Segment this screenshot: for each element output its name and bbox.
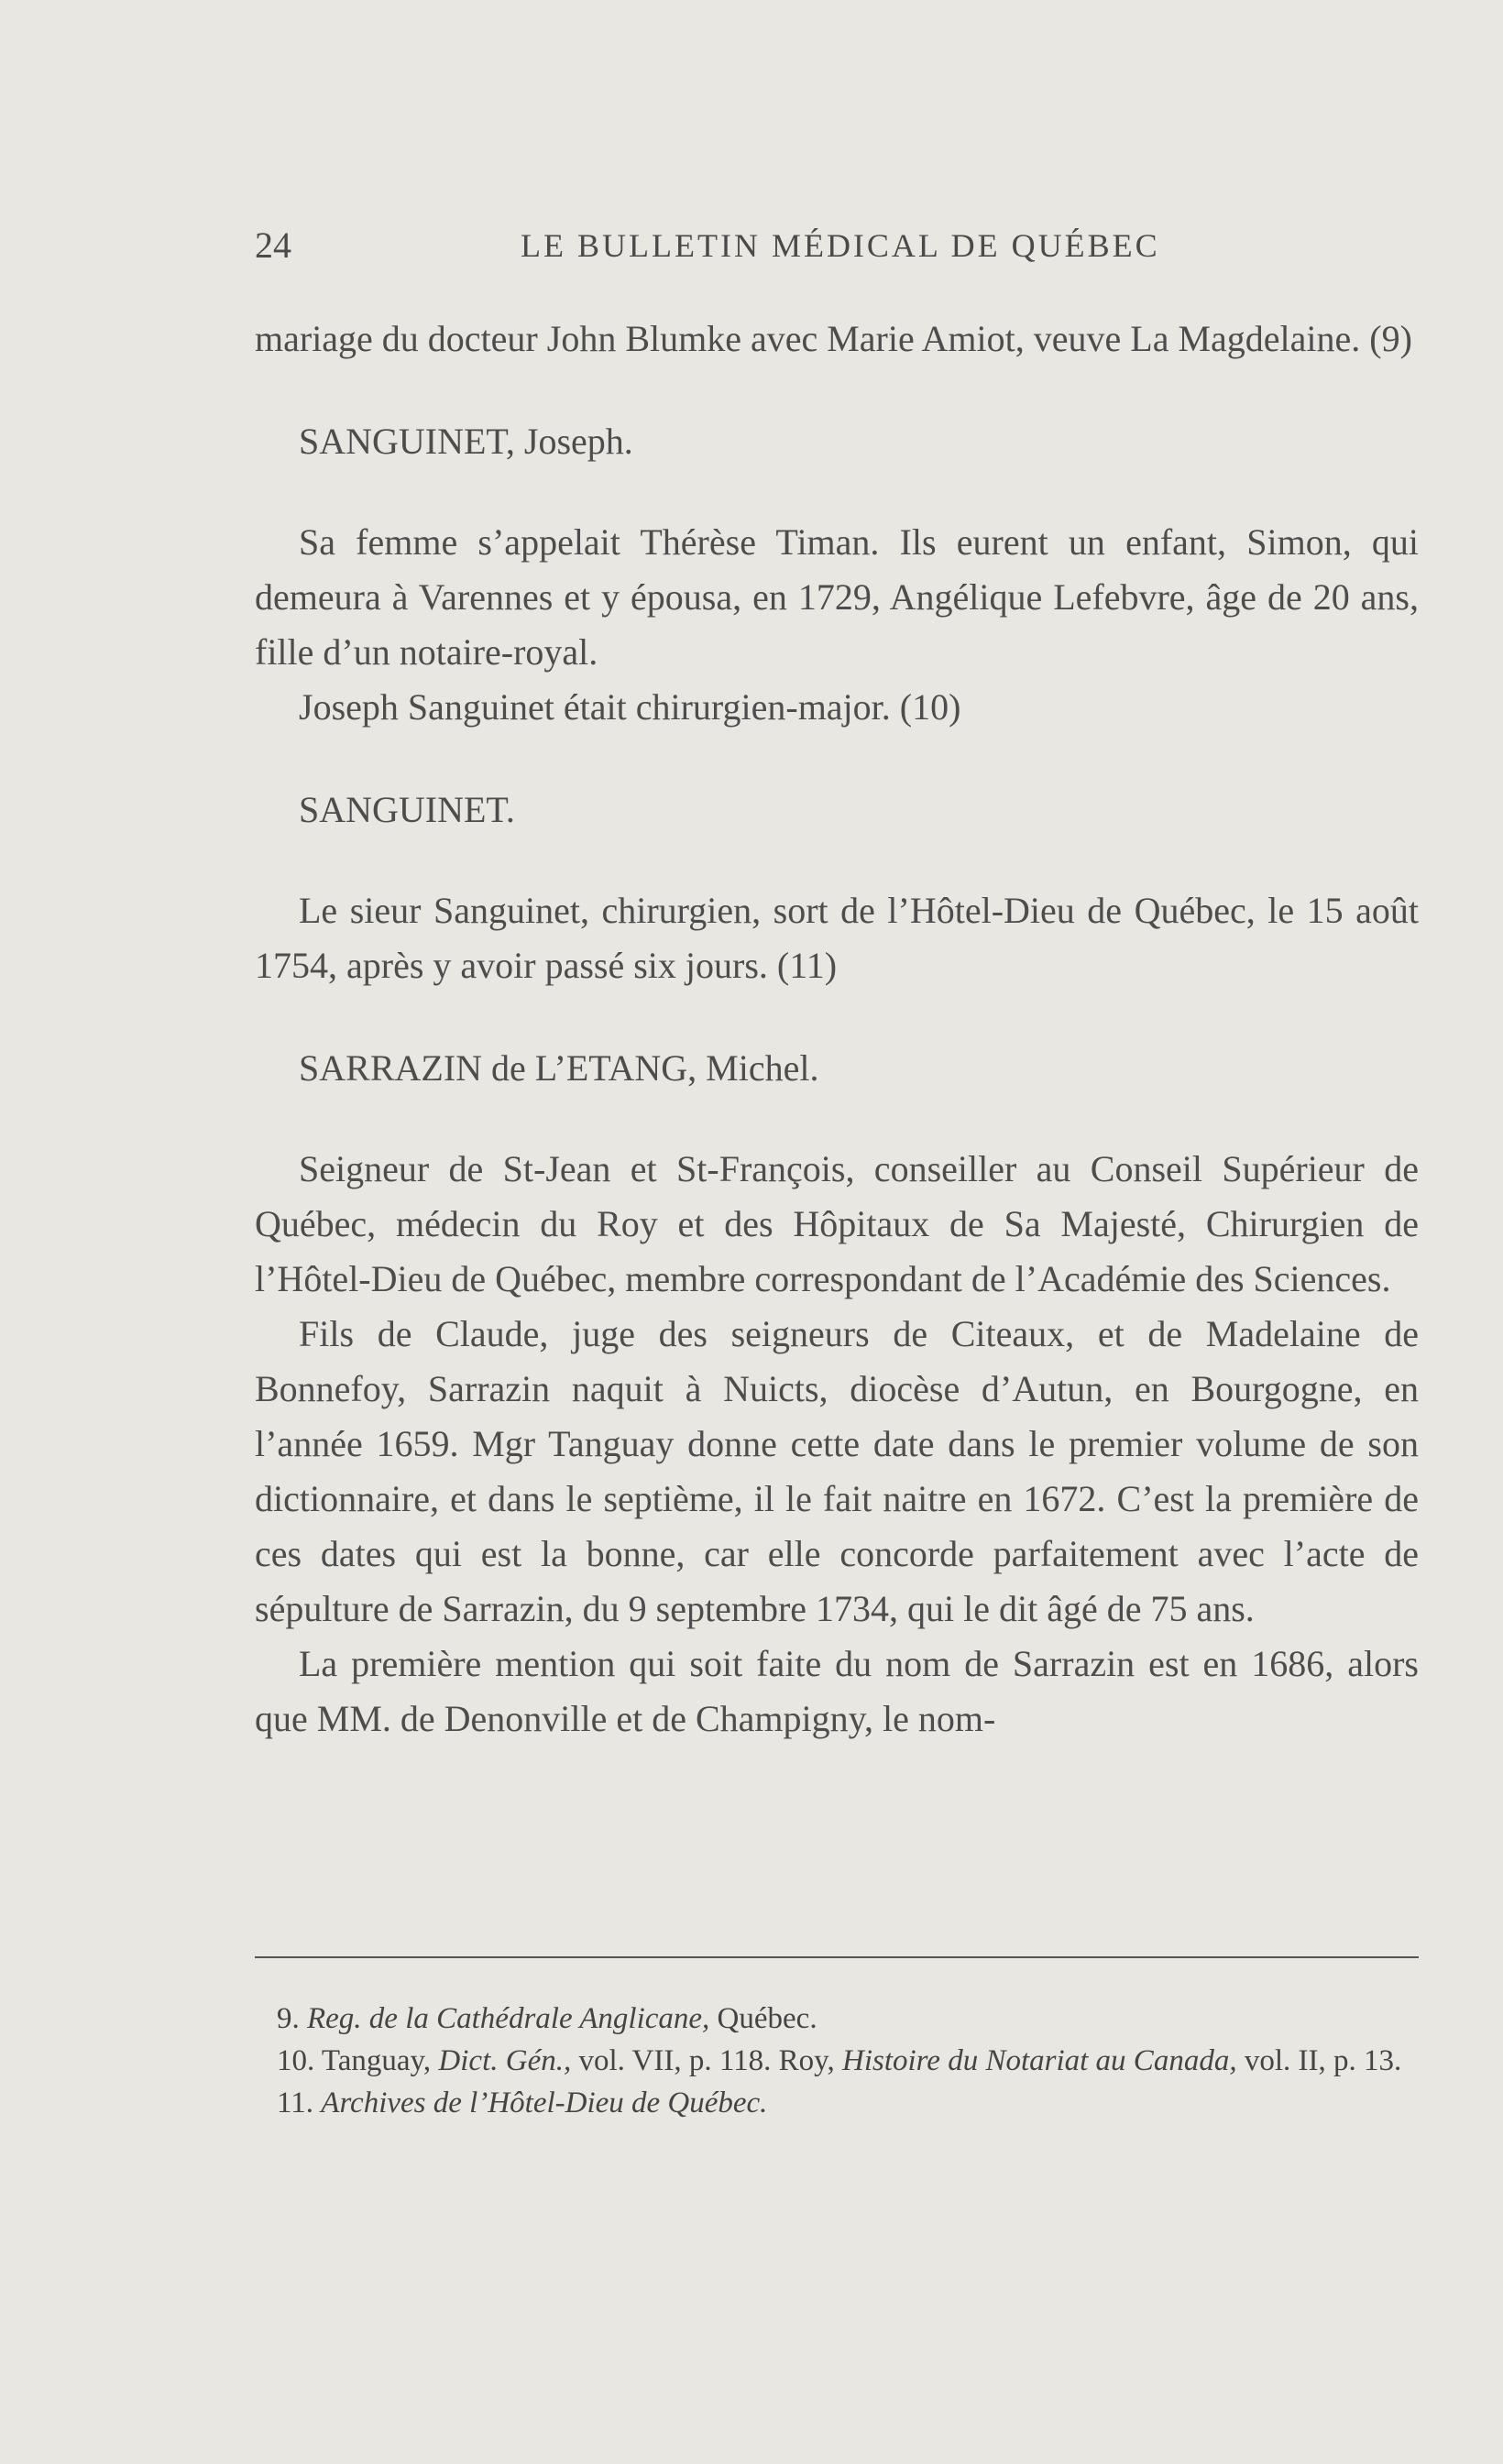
footnote-rule bbox=[255, 1956, 1419, 1958]
paragraph: La première mention qui soit faite du nom de Sarrazin est en 1686, alors que MM. de Denonville et de Champigny, le nom- bbox=[255, 1643, 1419, 1739]
footnote-11: 11. Archives de l’Hôtel-Dieu de Québec. bbox=[277, 2086, 768, 2119]
entry-heading-sanguinet: SANGUINET. bbox=[299, 789, 515, 830]
page-number: 24 bbox=[255, 224, 291, 266]
paragraph-continuation: mariage du docteur John Blumke avec Marie Amiot, veuve La Magdelaine. (9) bbox=[255, 318, 1412, 359]
entry-heading-sanguinet-joseph: SANGUINET, Joseph. bbox=[299, 421, 633, 462]
body-text bbox=[255, 312, 1419, 1747]
paragraph: Seigneur de St-Jean et St-François, conseiller au Conseil Supérieur de Québec, médecin du Roy et des Hôpitaux de Sa Majesté, Chirurgien de l’Hôtel-Dieu de Québec, membre correspondant de l’Académie des Sciences. bbox=[255, 1148, 1419, 1299]
entry-heading-sarrazin: SARRAZIN de L’ETANG, Michel. bbox=[299, 1047, 819, 1089]
paragraph: Joseph Sanguinet était chirurgien-major. (10) bbox=[299, 686, 961, 728]
footnotes bbox=[255, 1998, 1419, 2124]
paragraph: Fils de Claude, juge des seigneurs de Citeaux, et de Madelaine de Bonnefoy, Sarrazin naquit à Nuicts, diocèse d’Autun, en Bourgogne, en l’année 1659. Mgr Tanguay donne cette date dans le premier volume de son dictionnaire, et dans le septième, il le fait naitre en 1672. C’est la première de ces dates qui est la bonne, car elle concorde parfaitement avec l’acte de sépulture de Sarrazin, du 9 septembre 1734, qui le dit âgé de 75 ans. bbox=[255, 1313, 1419, 1629]
running-title: LE BULLETIN MÉDICAL DE QUÉBEC bbox=[521, 227, 1160, 264]
page-header bbox=[255, 218, 1419, 273]
footnote-10: 10. Tanguay, Dict. Gén., vol. VII, p. 118. Roy, Histoire du Notariat au Canada, vol. II, p. 13. bbox=[277, 2044, 1402, 2077]
paragraph: Sa femme s’appelait Thérèse Timan. Ils eurent un enfant, Simon, qui demeura à Varennes et y épousa, en 1729, Angélique Lefebvre, âge de 20 ans, fille d’un notaire-royal. bbox=[255, 521, 1419, 673]
footnote-9: 9. Reg. de la Cathédrale Anglicane, Québec. bbox=[277, 2002, 817, 2035]
paragraph: Le sieur Sanguinet, chirurgien, sort de l’Hôtel-Dieu de Québec, le 15 août 1754, après y avoir passé six jours. (11) bbox=[255, 890, 1419, 986]
